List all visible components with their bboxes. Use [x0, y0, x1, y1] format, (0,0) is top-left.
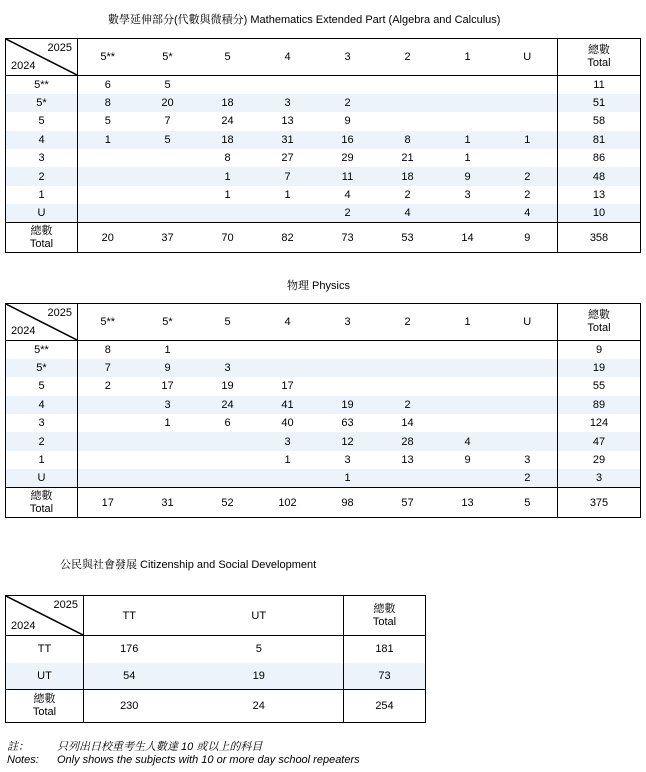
- cell-value: 8: [378, 131, 438, 149]
- cell-value: 19: [318, 396, 378, 414]
- cell-value: [78, 167, 138, 185]
- cell-value: 5: [138, 131, 198, 149]
- table-row: [6, 186, 641, 204]
- cell-value: 2: [378, 396, 438, 414]
- total-column-header: [558, 39, 641, 76]
- column-header: U: [498, 39, 558, 76]
- corner-row-year: 2024: [11, 620, 36, 632]
- total-label-en: Total: [587, 322, 611, 334]
- cell-value: 9: [438, 167, 498, 185]
- total-label-en: Total: [32, 706, 57, 718]
- cell-value: 2: [404, 189, 411, 202]
- note-zh-label: 註：: [7, 741, 29, 753]
- row-total: 3: [558, 469, 641, 487]
- cell-value: 19: [175, 663, 344, 690]
- cell-value: [78, 451, 138, 469]
- cell-value: [78, 204, 138, 222]
- column-header: 5**: [78, 39, 138, 76]
- row-label: 3: [6, 414, 78, 432]
- column-header: 4: [258, 304, 318, 341]
- cell-value: [378, 76, 438, 94]
- row-total: 55: [558, 377, 641, 395]
- row-total: 9: [558, 341, 641, 359]
- row-label: U: [6, 204, 78, 222]
- row-label: TT: [6, 636, 84, 663]
- cell-value: 12: [318, 432, 378, 450]
- corner-col-year: 2025: [47, 307, 72, 319]
- cell-value: [498, 396, 558, 414]
- column-total: 5: [498, 488, 558, 518]
- totals-row-label: [6, 488, 78, 518]
- column-total: 53: [378, 223, 438, 253]
- column-total: 17: [78, 488, 138, 518]
- row-total: 10: [558, 204, 641, 222]
- row-label: 1: [6, 451, 78, 469]
- cell-value: 41: [258, 396, 318, 414]
- cell-value: [258, 359, 318, 377]
- cell-value: [138, 469, 198, 487]
- cell-value: [78, 432, 138, 450]
- table-row: [6, 663, 426, 690]
- note-zh: [7, 738, 262, 754]
- grand-total: 375: [558, 488, 641, 518]
- cell-value: [438, 414, 498, 432]
- column-header: 1: [438, 304, 498, 341]
- total-label-zh: 總數: [30, 224, 53, 237]
- cell-value: 6: [104, 78, 111, 91]
- total-column-header: [558, 304, 641, 341]
- cell-value: 9: [344, 115, 351, 128]
- table-row: [6, 76, 641, 94]
- note-zh-text: 只列出日校重考生人數達 10 或以上的科目: [57, 741, 263, 753]
- column-total: 20: [78, 223, 138, 253]
- cell-value: [498, 112, 558, 130]
- column-total: 98: [318, 488, 378, 518]
- grand-total: 358: [558, 223, 641, 253]
- cell-value: [198, 76, 258, 94]
- cell-value: 13: [281, 115, 294, 128]
- cell-value: 20: [138, 94, 198, 112]
- column-header: TT: [84, 596, 175, 636]
- cell-value: [198, 469, 258, 487]
- cell-value: 11: [318, 167, 378, 185]
- row-total: 13: [558, 186, 641, 204]
- table-row: [6, 149, 641, 167]
- table-row: [6, 167, 641, 185]
- cell-value: 2: [498, 167, 558, 185]
- results-table-physics: [5, 303, 641, 518]
- row-total: 73: [344, 663, 426, 690]
- cell-value: [138, 432, 198, 450]
- table-row: [6, 451, 641, 469]
- cell-value: [258, 469, 318, 487]
- cell-value: 3: [258, 432, 318, 450]
- table-row: [6, 341, 641, 359]
- totals-row-label: [6, 690, 84, 723]
- corner-col-year: 2025: [53, 599, 78, 611]
- cell-value: 176: [120, 643, 139, 656]
- cell-value: 3: [198, 359, 258, 377]
- totals-row: [6, 223, 641, 253]
- note-en: [7, 754, 360, 766]
- cell-value: [438, 469, 498, 487]
- row-total: 11: [558, 76, 641, 94]
- cell-value: [498, 341, 558, 359]
- column-header: 4: [258, 39, 318, 76]
- cell-value: 28: [378, 432, 438, 450]
- cell-value: [498, 432, 558, 450]
- corner-header: [6, 39, 78, 76]
- cell-value: [318, 359, 378, 377]
- cell-value: 4: [498, 204, 558, 222]
- cell-value: 19: [221, 380, 234, 393]
- cell-value: [378, 112, 438, 130]
- cell-value: [198, 451, 258, 469]
- cell-value: [198, 432, 258, 450]
- cell-value: [378, 94, 438, 112]
- cell-value: 14: [401, 417, 414, 430]
- table-row: [6, 359, 641, 377]
- row-total: 86: [558, 149, 641, 167]
- cell-value: 17: [161, 380, 174, 393]
- cell-value: 7: [78, 359, 138, 377]
- cell-value: [258, 204, 318, 222]
- row-label: 3: [6, 149, 78, 167]
- cell-value: [378, 377, 438, 395]
- cell-value: [438, 94, 498, 112]
- row-total: 81: [558, 131, 641, 149]
- totals-row-label: [6, 223, 78, 253]
- cell-value: 4: [438, 432, 498, 450]
- table-row: [6, 414, 641, 432]
- total-label-zh: 總數: [373, 602, 396, 615]
- column-total: 102: [258, 488, 318, 518]
- total-label-en: Total: [29, 502, 54, 515]
- corner-col-year: 2025: [47, 42, 72, 54]
- cell-value: [138, 186, 198, 204]
- cell-value: [498, 76, 558, 94]
- totals-row: [6, 488, 641, 518]
- cell-value: [138, 204, 198, 222]
- cell-value: 8: [78, 94, 138, 112]
- column-total: 31: [138, 488, 198, 518]
- column-total: 14: [438, 223, 498, 253]
- row-label: 5*: [6, 359, 78, 377]
- cell-value: [138, 451, 198, 469]
- row-label: 2: [6, 432, 78, 450]
- row-label: UT: [6, 663, 84, 690]
- column-header: 3: [318, 39, 378, 76]
- cell-value: [78, 186, 138, 204]
- corner-row-year: 2024: [11, 60, 36, 72]
- column-total: 24: [175, 690, 344, 723]
- cell-value: [78, 396, 138, 414]
- cell-value: [318, 377, 378, 395]
- row-total: 181: [344, 636, 426, 663]
- note-en-label: Notes:: [7, 754, 39, 766]
- cell-value: [438, 396, 498, 414]
- row-label: 5*: [6, 94, 78, 112]
- column-header: U: [498, 304, 558, 341]
- row-label: 4: [6, 396, 78, 414]
- cell-value: 5: [164, 78, 171, 91]
- total-column-header: [344, 596, 426, 636]
- column-total: 9: [498, 223, 558, 253]
- row-label: 4: [6, 131, 78, 149]
- cell-value: 3: [464, 189, 471, 202]
- row-total: 48: [558, 167, 641, 185]
- cell-value: [318, 76, 378, 94]
- cell-value: 24: [198, 396, 258, 414]
- row-label: 1: [6, 186, 78, 204]
- cell-value: 1: [164, 343, 171, 356]
- cell-value: [258, 76, 318, 94]
- table-row: [6, 112, 641, 130]
- total-label-zh: 總數: [30, 489, 53, 502]
- cell-value: [78, 469, 138, 487]
- table-title-csd: 公民與社會發展 Citizenship and Social Development: [60, 559, 317, 571]
- column-header: 5*: [138, 304, 198, 341]
- column-header: 5: [198, 304, 258, 341]
- cell-value: 2: [498, 186, 558, 204]
- cell-value: 7: [164, 115, 171, 128]
- cell-value: 1: [498, 131, 558, 149]
- total-label-en: Total: [587, 57, 611, 69]
- total-label-zh: 總數: [588, 309, 610, 321]
- cell-value: [198, 204, 258, 222]
- cell-value: [378, 469, 438, 487]
- total-label-zh: 總數: [588, 44, 610, 56]
- row-label: 2: [6, 167, 78, 185]
- column-total: 57: [378, 488, 438, 518]
- cell-value: [498, 94, 558, 112]
- cell-value: 5: [104, 115, 111, 128]
- cell-value: 18: [198, 94, 258, 112]
- cell-value: 6: [224, 417, 231, 430]
- table-row: [6, 94, 641, 112]
- table-title-maths-ext: 數學延伸部分(代數與微積分) Mathematics Extended Part (Algebra and Calculus): [108, 14, 501, 26]
- cell-value: 1: [78, 131, 138, 149]
- note-en-text: Only shows the subjects with 10 or more day school repeaters: [57, 754, 360, 766]
- cell-value: [378, 341, 438, 359]
- cell-value: [438, 76, 498, 94]
- row-total: 19: [558, 359, 641, 377]
- table-title-physics: 物理 Physics: [287, 280, 350, 292]
- column-header: 5: [198, 39, 258, 76]
- cell-value: [438, 359, 498, 377]
- table-row: [6, 636, 426, 663]
- corner-row-year: 2024: [11, 325, 36, 337]
- column-header: 5*: [138, 39, 198, 76]
- corner-header: [6, 304, 78, 341]
- row-total: 89: [558, 396, 641, 414]
- cell-value: [498, 414, 558, 432]
- cell-value: 3: [344, 454, 351, 467]
- grand-total: 254: [344, 690, 426, 723]
- column-header: 2: [378, 304, 438, 341]
- row-label: U: [6, 469, 78, 487]
- column-total: 37: [138, 223, 198, 253]
- cell-value: 2: [318, 204, 378, 222]
- cell-value: 17: [281, 380, 294, 393]
- row-total: 58: [558, 112, 641, 130]
- table-row: [6, 377, 641, 395]
- cell-value: 3: [498, 451, 558, 469]
- column-total: 230: [84, 690, 175, 723]
- cell-value: [318, 341, 378, 359]
- cell-value: [198, 341, 258, 359]
- cell-value: 2: [104, 380, 111, 393]
- column-header: UT: [175, 596, 344, 636]
- cell-value: 27: [281, 152, 294, 165]
- table-row: [6, 469, 641, 487]
- cell-value: 9: [138, 359, 198, 377]
- table-row: [6, 432, 641, 450]
- row-label: 5: [6, 112, 78, 130]
- cell-value: [438, 204, 498, 222]
- cell-value: 31: [258, 131, 318, 149]
- results-table-maths-ext: [5, 38, 641, 253]
- cell-value: 3: [138, 396, 198, 414]
- column-total: 73: [318, 223, 378, 253]
- cell-value: 54: [84, 663, 175, 690]
- cell-value: 5: [175, 636, 344, 663]
- cell-value: 7: [258, 167, 318, 185]
- column-total: 82: [258, 223, 318, 253]
- cell-value: 1: [284, 189, 291, 202]
- cell-value: [78, 414, 138, 432]
- cell-value: 29: [341, 152, 354, 165]
- row-label: 5**: [6, 341, 78, 359]
- cell-value: [138, 149, 198, 167]
- results-table-csd: [5, 595, 426, 723]
- corner-header: [6, 596, 84, 636]
- column-total: 52: [198, 488, 258, 518]
- cell-value: 16: [318, 131, 378, 149]
- cell-value: [378, 359, 438, 377]
- cell-value: 13: [401, 454, 414, 467]
- cell-value: 24: [221, 115, 234, 128]
- row-total: 51: [558, 94, 641, 112]
- cell-value: 21: [401, 152, 414, 165]
- cell-value: 1: [224, 189, 231, 202]
- cell-value: [498, 359, 558, 377]
- table-row: [6, 396, 641, 414]
- cell-value: 40: [281, 417, 294, 430]
- column-total: 70: [198, 223, 258, 253]
- cell-value: [438, 341, 498, 359]
- cell-value: 1: [164, 417, 171, 430]
- cell-value: 8: [104, 343, 111, 356]
- cell-value: 2: [318, 94, 378, 112]
- cell-value: 4: [378, 204, 438, 222]
- cell-value: 1: [198, 167, 258, 185]
- row-label: 5: [6, 377, 78, 395]
- row-total: 29: [558, 451, 641, 469]
- total-label-zh: 總數: [33, 693, 56, 705]
- cell-value: [498, 149, 558, 167]
- cell-value: [138, 167, 198, 185]
- cell-value: 1: [318, 469, 378, 487]
- totals-row: [6, 690, 426, 723]
- cell-value: [78, 149, 138, 167]
- cell-value: [438, 377, 498, 395]
- cell-value: 1: [438, 131, 498, 149]
- row-label: 5**: [6, 76, 78, 94]
- total-label-en: Total: [372, 615, 397, 628]
- cell-value: 1: [464, 152, 471, 165]
- cell-value: 9: [464, 454, 471, 467]
- column-header: 1: [438, 39, 498, 76]
- cell-value: 18: [198, 131, 258, 149]
- column-header: 2: [378, 39, 438, 76]
- row-total: 124: [558, 414, 641, 432]
- cell-value: 2: [498, 469, 558, 487]
- table-row: [6, 204, 641, 222]
- row-total: 47: [558, 432, 641, 450]
- cell-value: 63: [341, 417, 354, 430]
- column-total: 13: [438, 488, 498, 518]
- table-row: [6, 131, 641, 149]
- total-label-en: Total: [29, 237, 54, 250]
- column-header: 3: [318, 304, 378, 341]
- cell-value: 8: [224, 152, 231, 165]
- cell-value: 4: [344, 189, 351, 202]
- cell-value: [498, 377, 558, 395]
- cell-value: [258, 341, 318, 359]
- column-header: 5**: [78, 304, 138, 341]
- cell-value: 18: [378, 167, 438, 185]
- cell-value: [438, 112, 498, 130]
- cell-value: 1: [284, 454, 291, 467]
- cell-value: 3: [258, 94, 318, 112]
